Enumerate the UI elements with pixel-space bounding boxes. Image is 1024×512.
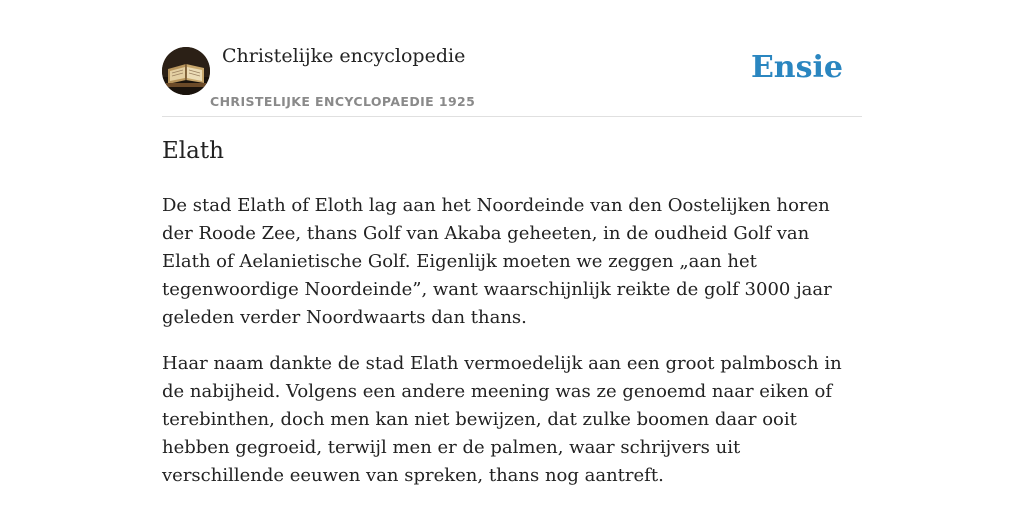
source-subtitle: CHRISTELIJKE ENCYCLOPAEDIE 1925 bbox=[210, 94, 476, 109]
ensie-logo-link[interactable]: Ensie bbox=[750, 50, 843, 85]
entry-body bbox=[162, 192, 862, 508]
entry-card bbox=[162, 0, 862, 486]
entry-title: Elath bbox=[162, 138, 224, 164]
source-header bbox=[162, 0, 862, 117]
entry-paragraph: De stad Elath of Eloth lag aan het Noordeinde van den Oostelijken horen der Roode Zee, thans Golf van Akaba geheeten, in de oudheid Golf van Elath of Aelanietische Golf. Eigenlijk moeten we zeggen „aan het tegenwoordige Noordeinde”, want waarschijnlijk reikte de golf 3000 jaar geleden verder Noordwaarts dan thans. bbox=[162, 195, 832, 328]
open-book-icon[interactable] bbox=[162, 47, 210, 95]
source-title[interactable]: Christelijke encyclopedie bbox=[222, 45, 466, 67]
entry-paragraph: Haar naam dankte de stad Elath vermoedelijk aan een groot palmbosch in de nabijheid. Volgens een andere meening was ze genoemd naar eiken of terebinthen, doch men kan niet bewijzen, dat zulke boomen daar ooit hebben gegroeid, terwijl men er de palmen, waar schrijvers uit verschillende eeuwen van spreken, thans nog aantreft. bbox=[162, 353, 842, 486]
